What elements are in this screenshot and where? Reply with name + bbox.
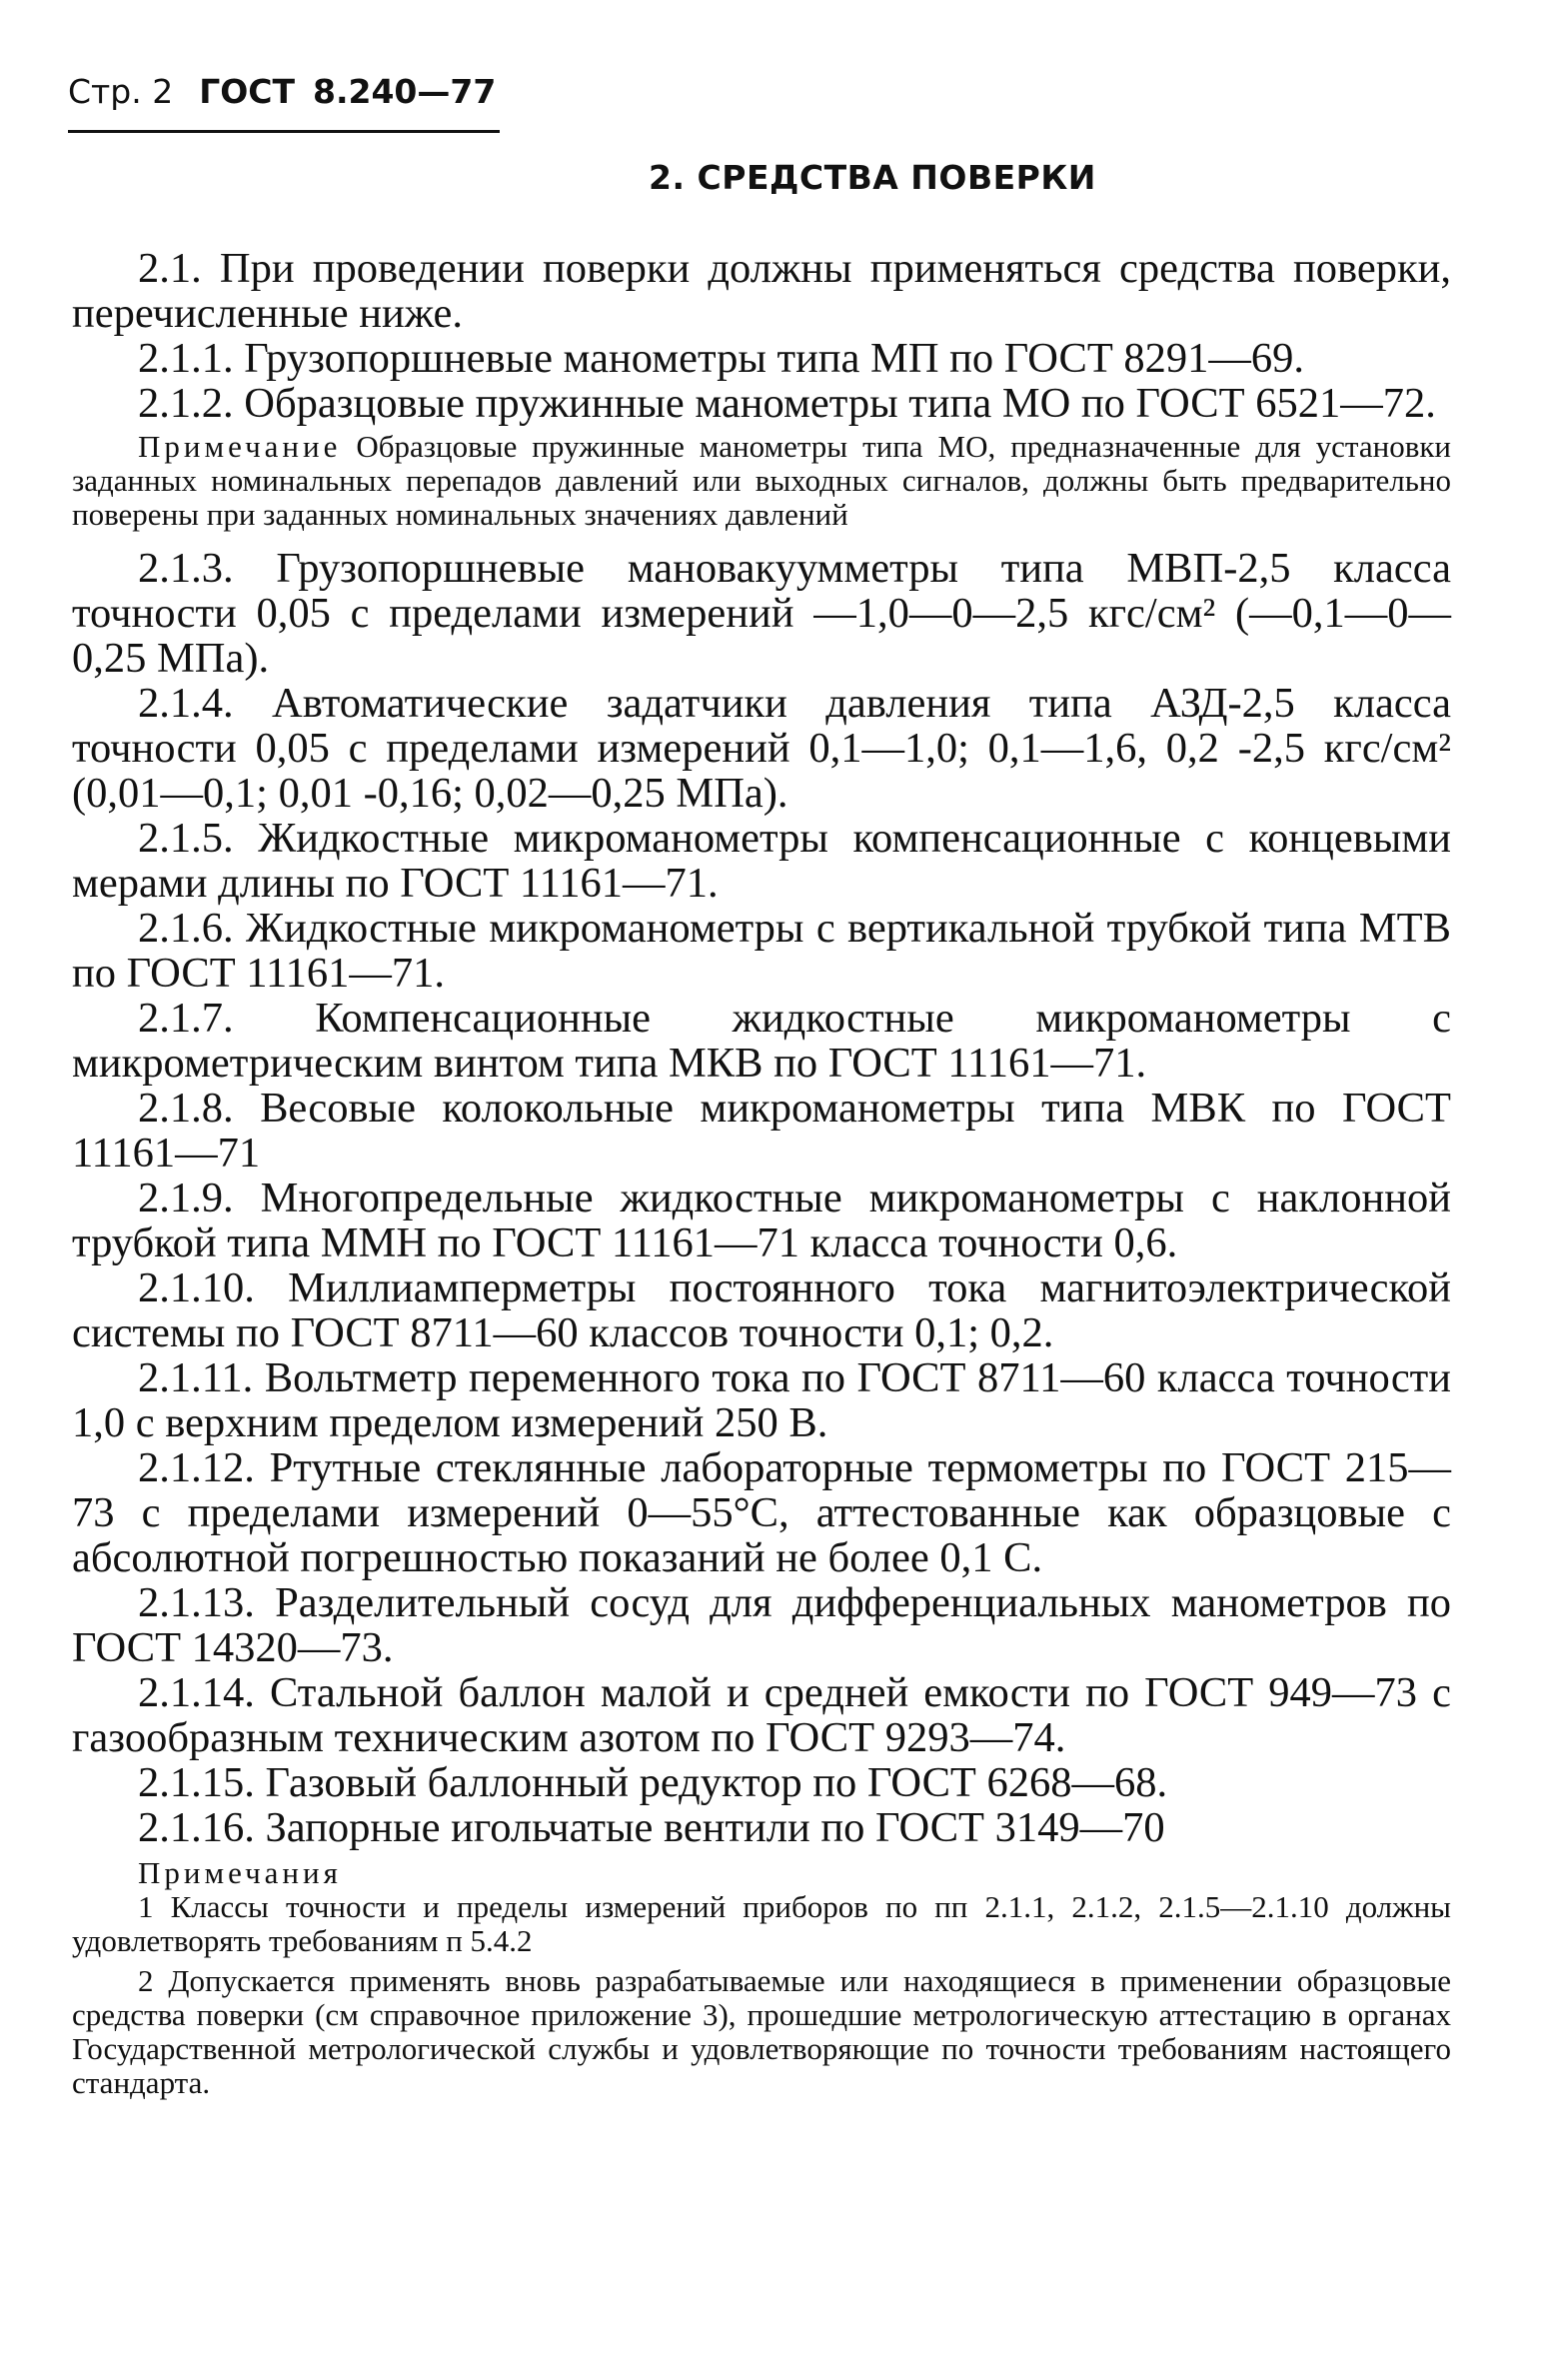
paragraph-2-1-16: 2.1.16. Запорные игольчатые вентили по ГОСТ 3149—70	[138, 1804, 1165, 1851]
paragraph-2-1-5: 2.1.5. Жидкостные микроманометры компенсационные с концевыми мерами длины по ГОСТ 11161—71.	[72, 815, 1451, 907]
paragraph-2-1-13: 2.1.13. Разделительный сосуд для дифференциальных манометров по ГОСТ 14320—73.	[72, 1579, 1451, 1671]
paragraph-2-1-2: 2.1.2. Образцовые пружинные манометры типа МО по ГОСТ 6521—72.	[138, 380, 1436, 427]
paragraph-2-1-14: 2.1.14. Стальной баллон малой и средней емкости по ГОСТ 949—73 с газообразным техническим азотом по ГОСТ 9293—74.	[72, 1669, 1451, 1761]
paragraph-2-1-9: 2.1.9. Многопредельные жидкостные микроманометры с наклонной трубкой типа ММН по ГОСТ 11161—71 класса точности 0,6.	[72, 1175, 1451, 1266]
paragraph-2-1-1: 2.1.1. Грузопоршневые манометры типа МП по ГОСТ 8291—69.	[138, 335, 1305, 382]
paragraph-2-1-10: 2.1.10. Миллиамперметры постоянного тока магнитоэлектрической системы по ГОСТ 8711—60 классов точности 0,1; 0,2.	[72, 1264, 1451, 1356]
notes-block	[72, 1856, 1451, 2100]
note-block	[72, 430, 1451, 532]
page-header	[68, 72, 496, 111]
note-item-2: 2 Допускается применять вновь разрабатываемые или находящиеся в применении образцовые средства поверки (см справочное приложение 3), прошедшие метрологическую аттестацию в органах Государственной метрологической службы и удовлетворяющие по точности требованиям настоящего стандарта.	[72, 1963, 1451, 2100]
section-title: 2. СРЕДСТВА ПОВЕРКИ	[649, 158, 1096, 197]
gost-number: 8.240—77	[313, 72, 497, 111]
page-number-label: Стр. 2	[68, 72, 174, 111]
paragraph-2-1-8: 2.1.8. Весовые колокольные микроманометры типа МВК по ГОСТ 11161—71	[72, 1085, 1451, 1177]
note-text: Образцовые пружинные манометры типа МО, предназначенные для установки заданных номинальных перепадов давлений или выходных сигналов, должны быть предварительно поверены при заданных номинальных значениях давлений	[72, 429, 1451, 532]
paragraph-2-1-15: 2.1.15. Газовый баллонный редуктор по ГОСТ 6268—68.	[138, 1759, 1168, 1806]
paragraph-2-1-11: 2.1.11. Вольтметр переменного тока по ГОСТ 8711—60 класса точности 1,0 с верхним пределом измерений 250 В.	[72, 1354, 1451, 1446]
paragraph-2-1-4: 2.1.4. Автоматические задатчики давления типа АЗД-2,5 класса точности 0,05 с пределами измерений 0,1—1,0; 0,1—1,6, 0,2 -2,5 кгс/см² (0,01—0,1; 0,01 -0,16; 0,02—0,25 МПа).	[72, 680, 1451, 817]
paragraph-2-1-12: 2.1.12. Ртутные стеклянные лабораторные термометры по ГОСТ 215—73 с пределами измерений 0—55°С, аттестованные как образцовые с абсолютной погрешностью показаний не более 0,1 С.	[72, 1444, 1451, 1581]
paragraph-2-1-7: 2.1.7. Компенсационные жидкостные микроманометры с микрометрическим винтом типа МКВ по ГОСТ 11161—71.	[72, 995, 1451, 1087]
header-underline	[68, 130, 500, 133]
note-item-1: 1 Классы точности и пределы измерений приборов по пп 2.1.1, 2.1.2, 2.1.5—2.1.10 должны удовлетворять требованиям п 5.4.2	[72, 1889, 1451, 1958]
paragraph-2-1-6: 2.1.6. Жидкостные микроманометры с вертикальной трубкой типа МТВ по ГОСТ 11161—71.	[72, 905, 1451, 997]
paragraph-2-1: 2.1. При проведении поверки должны применяться средства поверки, перечисленные ниже.	[72, 245, 1451, 337]
notes-heading: Примечания	[138, 1855, 342, 1890]
body-text	[72, 246, 1451, 2100]
paragraph-2-1-3: 2.1.3. Грузопоршневые мановакуумметры типа МВП-2,5 класса точности 0,05 с пределами измерений —1,0—0—2,5 кгс/см² (—0,1—0—0,25 МПа).	[72, 545, 1451, 682]
gost-label: ГОСТ	[199, 72, 295, 111]
note-label: Примечание	[138, 429, 342, 464]
